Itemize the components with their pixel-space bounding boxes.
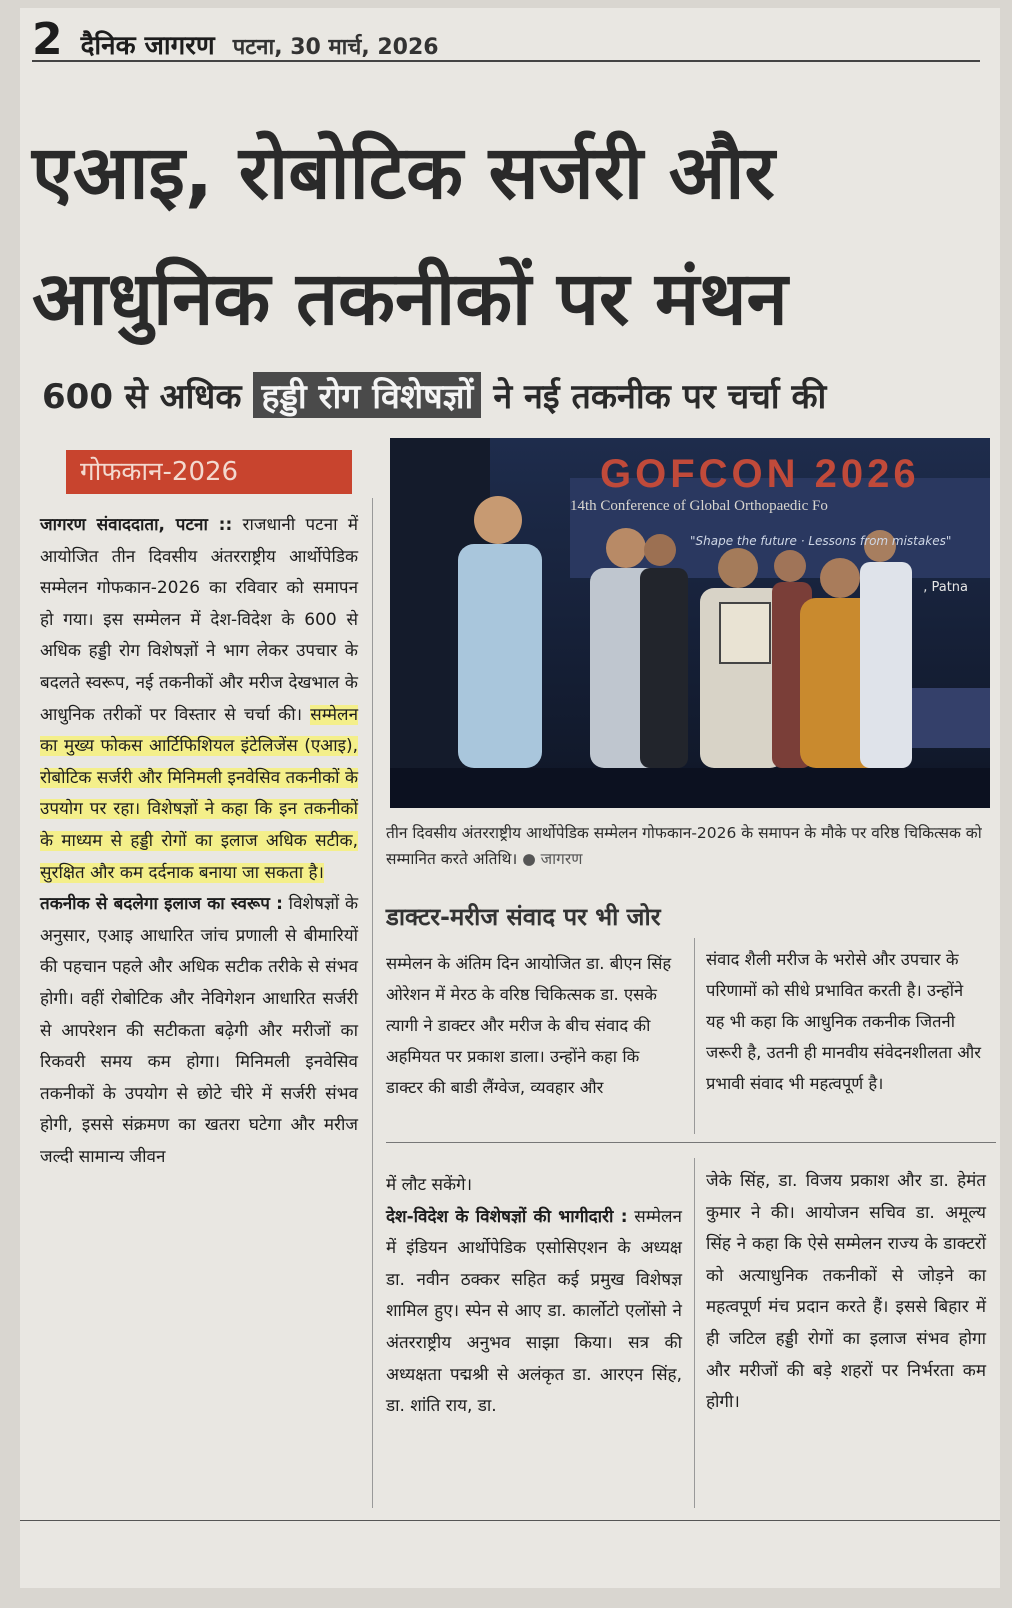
banner-subtitle: 14th Conference of Global Orthopaedic Fo <box>570 498 828 514</box>
subheadline-after: ने नई तकनीक पर चर्चा की <box>493 377 827 417</box>
byline: जागरण संवाददाता, पटना :: <box>40 515 233 535</box>
middle-bottom-text: सम्मेलन में इंडियन आर्थोपेडिक एसोसिएशन के अध्यक्ष डा. नवीन ठक्कर सहित कई प्रमुख विशेषज्ञ शामिल हुए। स्पेन से आए डा. कार्लोटो एलोंसो ने अंतरराष्ट्रीय अनुभव साझा किया। सत्र की अध्यक्षता पद्मश्री से अलंकृत डा. आरएन सिंह, डा. शांति राय, डा. <box>386 1206 682 1417</box>
right-bottom-text: जेके सिंह, डा. विजय प्रकाश और डा. हेमंत कुमार ने की। आयोजन सचिव डा. अमूल्य सिंह ने कहा कि ऐसे सम्मेलन राज्य के डाक्टरों को अत्याधुनिक तकनीकों से जोड़ने का महत्वपूर्ण मंच प्रदान करते हैं। इससे बिहार में ही जटिल हड्डी रोगों का इलाज संभव होगा और मरीजों की बड़े शहरों पर निर्भरता कम होगी। <box>706 1171 986 1413</box>
paragraph-1-text: राजधानी पटना में आयोजित तीन दिवसीय अंतरराष्ट्रीय आर्थोपेडिक सम्मेलन गोफकान-2026 का रविवार को समापन हो गया। इस सम्मेलन में देश-विदेश के 600 से अधिक हड्डी रोग विशेषज्ञों ने भाग लेकर उपचार के बदलते स्वरूप, नई तकनीकों और मरीज देखभाल के आधुनिक तरीकों पर विस्तार से चर्चा की। <box>40 515 358 725</box>
paragraph-subhead: देश-विदेश के विशेषज्ञों की भागीदारी : <box>386 1206 628 1227</box>
column-divider <box>694 1158 695 1508</box>
right-top-text: संवाद शैली मरीज के भरोसे और उपचार के परिणामों को सीधे प्रभावित करती है। उन्होंने यह भी कहा कि आधुनिक तकनीक जितनी जरूरी है, उतनी ही मानवीय संवेदनशीलता और प्रभावी संवाद भी महत्वपूर्ण है। <box>706 950 982 1093</box>
newspaper-name: दैनिक जागरण <box>80 31 215 61</box>
middle-bottom-paragraph <box>386 1202 682 1423</box>
paragraph-2-text: विशेषज्ञों के अनुसार, एआइ आधारित जांच प्रणाली से बीमारियों की पहचान पहले और अधिक सटीक तरीके से संभव होगी। वहीं रोबोटिक और नेविगेशन आधारित सर्जरी से आपरेशन की सटीकता बढ़ेगी और मरीजों का रिकवरी समय कम होगा। मिनिमली इनवेसिव तकनीकों के उपयोग से छोटे चीरे में सर्जरी संभव होगी, इससे संक्रमण का खतरा घटेगा और मरीज जल्दी सामान्य जीवन <box>40 894 358 1167</box>
news-photo <box>390 438 990 808</box>
column-divider <box>372 498 373 1508</box>
middle-column-bottom <box>386 1170 682 1423</box>
photo-credit: ● जागरण <box>522 850 583 868</box>
section-tag: गोफकान-2026 <box>66 450 352 494</box>
paragraph-2 <box>40 889 358 1173</box>
bottom-rule <box>20 1520 1000 1521</box>
banner-title: GOFCON 2026 <box>600 452 920 496</box>
middle-bottom-lead: में लौट सकेंगे। <box>386 1175 473 1195</box>
banner-city: , Patna <box>923 580 968 595</box>
newspaper-page <box>20 8 1000 1588</box>
section-heading: डाक्टर-मरीज संवाद पर भी जोर <box>386 903 661 931</box>
highlighted-text: सम्मेलन का मुख्य फोकस आर्टिफिशियल इंटेलिजेंस (एआइ), रोबोटिक सर्जरी और मिनिमली इनवेसिव तकनीकों के उपयोग पर रहा। विशेषज्ञों ने कहा कि इन तकनीकों के माध्यम से हड्डी रोगों का इलाज अधिक सटीक, सुरक्षित और कम दर्दनाक बनाया जा सकता है। <box>40 704 358 883</box>
photo-caption <box>386 820 986 872</box>
middle-column-top <box>386 948 676 1103</box>
caption-text: तीन दिवसीय अंतरराष्ट्रीय आर्थोपेडिक सम्मेलन गोफकान-2026 के समापन के मौके पर वरिष्ठ चिकित्सक को सम्मानित करते अतिथि। <box>386 824 982 868</box>
middle-top-text: सम्मेलन के अंतिम दिन आयोजित डा. बीएन सिंह ओरेशन में मेरठ के वरिष्ठ चिकित्सक डा. एसके त्यागी ने डाक्टर और मरीज के बीच संवाद की अहमियत पर प्रकाश डाला। उन्होंने कहा कि डाक्टर की बाडी लैंग्वेज, व्यवहार और <box>386 954 672 1097</box>
paragraph-subhead: तकनीक से बदलेगा इलाज का स्वरूप : <box>40 894 283 915</box>
horizontal-rule <box>386 1142 996 1143</box>
right-column-bottom <box>706 1166 986 1419</box>
subheadline <box>42 372 982 418</box>
banner-quote: "Shape the future · Lessons from mistakes" <box>690 534 952 548</box>
subheadline-highlight: हड्डी रोग विशेषज्ञों <box>253 372 481 418</box>
page-number: 2 <box>32 14 63 65</box>
right-column-top <box>706 944 982 1099</box>
page-header <box>32 14 980 65</box>
column-divider <box>694 938 695 1134</box>
paragraph-1 <box>40 510 358 889</box>
left-column <box>40 510 358 1173</box>
headline: एआइ, रोबोटिक सर्जरी और आधुनिक तकनीकों पर मंथन <box>32 130 788 342</box>
edition-date: पटना, 30 मार्च, 2026 <box>232 35 439 60</box>
subheadline-before: 600 से अधिक <box>42 377 242 417</box>
